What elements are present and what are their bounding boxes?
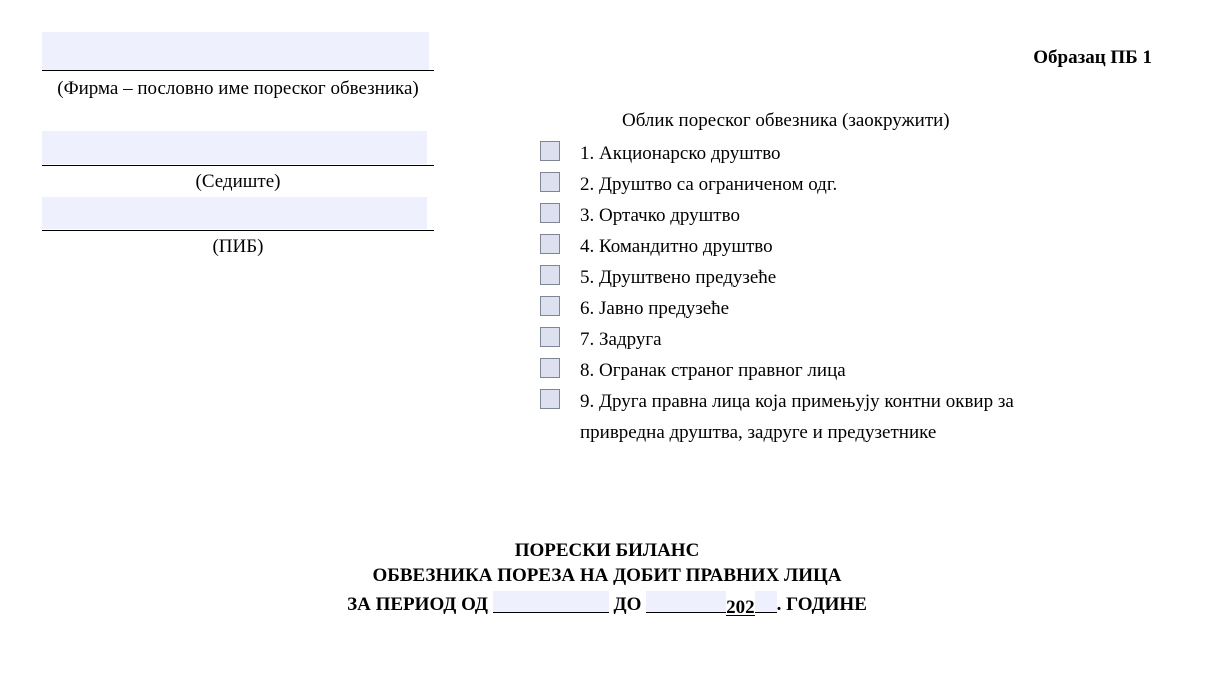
taxpayer-type-option[interactable] [540,262,1050,293]
pib-input[interactable] [42,197,427,229]
option-label: 4. Командитно друштво [580,236,773,257]
checkbox-joint-stock[interactable] [540,141,560,161]
option-label: 3. Ортачко друштво [580,205,740,226]
option-label: 8. Огранак страног правног лица [580,360,846,381]
company-name-input[interactable] [42,32,429,70]
taxpayer-type-option[interactable] [540,200,1050,231]
option-label: 9. Друга правна лица која примењују контни оквир за привредна друштва, задруге и предузетнике [580,391,1014,443]
option-label: 1. Акционарско друштво [580,143,781,164]
seat-input[interactable] [42,131,427,164]
title-line-1: ПОРЕСКИ БИЛАНС [514,540,700,561]
checkbox-public-enterprise[interactable] [540,296,560,316]
title-line-2: ОБВЕЗНИКА ПОРЕЗА НА ДОБИТ ПРАВНИХ ЛИЦА [372,565,842,586]
taxpayer-type-option[interactable] [540,386,1050,448]
seat-underline [42,165,434,166]
period-from-label: ЗА ПЕРИОД ОД [347,594,489,615]
option-label: 6. Јавно предузеће [580,298,730,319]
period-to-input[interactable] [646,591,726,613]
checkbox-foreign-branch[interactable] [540,358,560,378]
taxpayer-type-option[interactable] [540,138,1050,169]
period-from-input[interactable] [493,591,609,613]
checkbox-cooperative[interactable] [540,327,560,347]
taxpayer-type-option[interactable] [540,231,1050,262]
option-label: 7. Задруга [580,329,662,350]
option-label: 5. Друштвено предузеће [580,267,777,288]
taxpayer-type-heading: Облик пореског обвезника (заокружити) [622,110,950,131]
checkbox-limited-partnership[interactable] [540,234,560,254]
taxpayer-type-option[interactable] [540,324,1050,355]
option-label: 2. Друштво са ограниченом одг. [580,174,838,195]
period-to-label: ДО [613,594,642,615]
taxpayer-type-option[interactable] [540,355,1050,386]
checkbox-limited-liability[interactable] [540,172,560,192]
company-name-caption: (Фирма – пословно име пореског обвезника) [57,78,419,99]
pib-underline [42,230,434,231]
checkbox-partnership[interactable] [540,203,560,223]
checkbox-social-enterprise[interactable] [540,265,560,285]
checkbox-other-legal-entities[interactable] [540,389,560,409]
year-digit-input[interactable] [755,591,777,613]
year-prefix: 202 [726,597,755,618]
taxpayer-type-list [540,138,1050,448]
taxpayer-type-option[interactable] [540,293,1050,324]
pib-caption: (ПИБ) [212,236,264,257]
document-title [0,538,1214,617]
title-line-3 [0,588,1214,617]
company-name-underline [42,70,434,71]
year-suffix: . ГОДИНЕ [776,594,867,615]
taxpayer-type-option[interactable] [540,169,1050,200]
seat-caption: (Седиште) [195,171,281,192]
form-code: Образац ПБ 1 [1033,47,1152,68]
